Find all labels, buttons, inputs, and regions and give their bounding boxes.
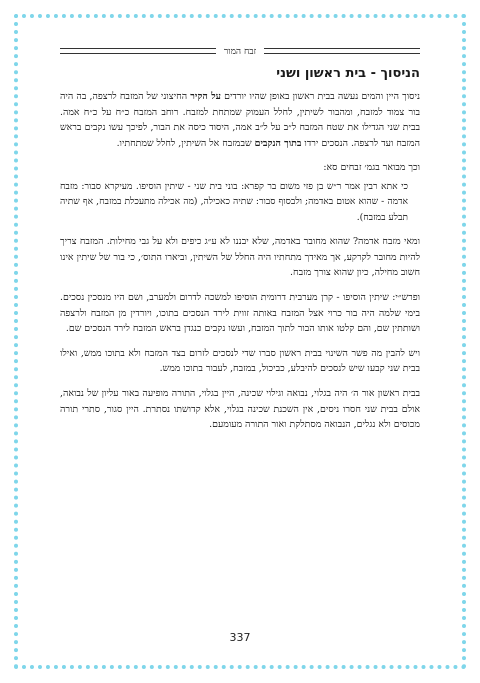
paragraph-4: ופרש״י: שיתין הוסיפו - קרן מערבית דרומית הוסיפו למשכה לדרום ולמערב, ושם היו מנסכין נסכים. בימי שלמה היה בור כרוי אצל המזבח באותה זווית לירד הנסכים בתוכו, ויורדין מן המזבח ולרצפה ושותתין שם, והם קלטו אותו הבור לתוך המזבח, ועשו נקבים כנגדן בראש המזבח לירד הנסכים שם. <box>60 291 420 335</box>
paragraph-5: ויש להבין מה פשר השינוי בבית ראשון סברו שדי לנסכים לזרום בצד המזבח ולא בתוכו ממש, ואילו בבית שני קבעו שיש לנסכים להיבלע, כביכול, במזבח, לעבור בתוכו ממש. <box>60 347 420 375</box>
p1-text-3: שבמזבח אל השיתין, לחלל שמתחתיו. <box>116 137 255 149</box>
paragraph-3: ומאי מזבח אדמה? שהוא מחובר באדמה, שלא יבננו לא ע״ג כיפים ולא על גבי מחילות. המזבח צריך להיות מחובר לקרקע, אך מאידך מתחתיו היה החלל של השיתין, וביארו התוס׳, כי בור של שיתין אינו חשוב מחילה, כיון שהוא צורך מזבח. <box>60 236 420 279</box>
paragraph-2-lead: וכך מבואר בגמ׳ זבחים סא: <box>323 162 420 174</box>
talmud-quote: כי אתא רבין אמר ר״ש בן פזי משום בר קפרא: בוני בית שני - שיתין הוסיפו. מעיקרא סבור: מזבח אדמה - שהוא אטום באדמה; ולבסוף סבור: שתיה כאכילה, (מה אכילה מתעכלת במזבח, אף שתיה תבלע במזבח). <box>60 180 408 223</box>
p1-bold-2: בתוך הנקבים <box>254 137 302 149</box>
p1-bold-1: על הקיר <box>190 91 221 102</box>
running-header <box>60 44 420 58</box>
header-rule-right <box>264 48 420 54</box>
paragraph-6: בבית ראשון אור ה׳ היה בגלוי, נבואה וגילוי שכינה, היין בגלוי, התורה מופיעה באור עליון של נבואה, אולם בבית שני חסרו ניסים, אין השכנת שכינה בגלוי, אלא קדושתו נסתרת. היין סגור, סתרי תורה מכוסים ולא נגלים, הנבואה מסתלקת ואור התורה מעומעם. <box>60 387 420 431</box>
header-rule-left <box>60 48 216 54</box>
paragraph-1 <box>60 89 420 151</box>
p1-text-1: ניסוך היין והמים נעשה בבית ראשון באופן שהיו יורדים <box>220 91 420 102</box>
section-title: הניסוך - בית ראשון ושני <box>276 66 420 81</box>
header-title: זבח המור <box>223 46 257 57</box>
page-number: 337 <box>229 631 251 644</box>
p1-text-2: החיצוני של המזבח לרצפה, בה היה בור צמוד למזבח, ומהבור לשיתין, לחלל העמוק שמתחת למזבח. רוחב המזבח כ״ח על כ״ח אמה. בבית שני הגדילו את שטח המזבח ל״ב על ל״ב אמה, היסוד כיסה את הבור, לפיכך עשו נקבים בראש המזבח ועד לרצפה. הנסכים ירדו <box>60 91 420 149</box>
page-body <box>60 66 420 442</box>
